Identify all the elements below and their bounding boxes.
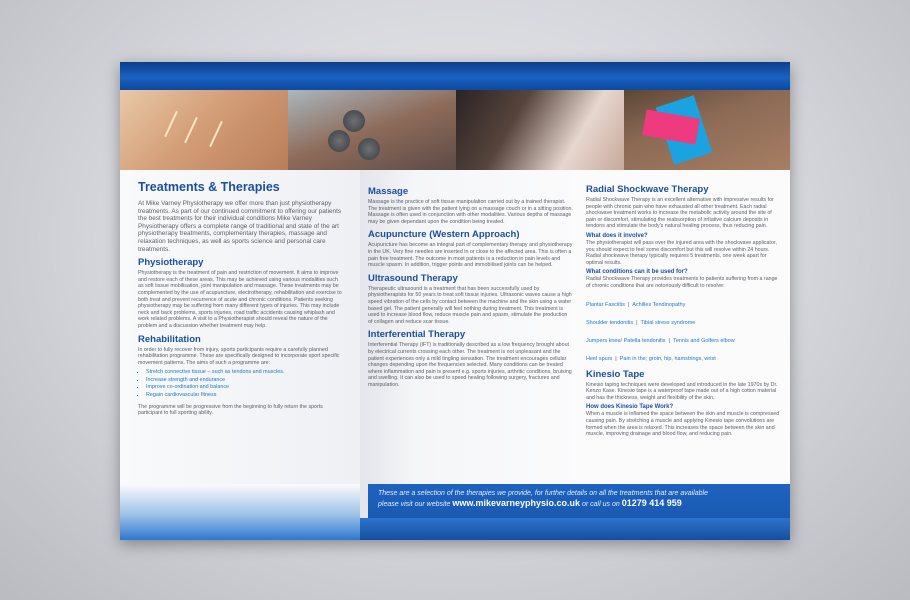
physiotherapy-heading: Physiotherapy xyxy=(138,257,204,269)
rehabilitation-heading: Rehabilitation xyxy=(138,333,201,345)
condition-item: Shoulder tendonitis xyxy=(586,319,634,326)
list-item: ▪ Regain cardiovascular fitness xyxy=(146,392,343,400)
physiotherapy-text: Physiotherapy is the treatment of pain and restriction of movement. It aims to improve and restore each of these areas. This may be achieved using various modalities such as soft tissue mobilisation, joint manipulation and massage. These treatments may be complemented by the use of acupuncture, electrotherapy, rehabilitation and exercise to both treat and prevent recurrence of acute and chronic conditions. Patients seeking physiotherapy may be suffering from many different types of injuries. This may include neck and back problems, sports injuries, road traffic accidents causing whiplash and work related problems. A visit to a Physiotherapist should reveal the nature of the problem and a discussion whether treatment may help. xyxy=(138,270,342,329)
condition-item: Jumpers knee/ Patella tendonitis xyxy=(586,337,666,344)
photo-acupuncture xyxy=(120,90,288,170)
interferential-heading: Interferential Therapy xyxy=(368,329,466,341)
interferential-text: Interferential Therapy (IFT) is traditionally described as a low frequency brought about by electrical currents crossing each other. The treatment is not unpleasant and the patient experiences only a mild tingling sensation. The treatment encourages cellular changes depending upon the frequencies selected. Many conditions can be treated where inflammation and pain is present e.g. sports injuries, arthritic conditions, bruising and swelling. It can also be used to speed healing following surgery, fractures and manipulation. xyxy=(368,342,572,388)
ultrasound-text: Therapeutic ultrasound is a treatment that has been successfully used by physiotherapists for 50 years to treat soft tissue injuries. Ultrasonic waves cause a high speed vibration of the cells by contact between the machine and the skin using a water based gel. The patient generally will feel nothing during treatment. This treatment is used to increase blood flow, reduce muscle pain and spasm, stimulate the production of collagen and reduce scar tissue. xyxy=(368,285,572,325)
page-title: Treatments & Therapies xyxy=(138,180,280,194)
website-link[interactable]: www.mikevarneyphysio.co.uk xyxy=(452,498,581,508)
kinesio-heading: Kinesio Tape xyxy=(586,368,645,380)
footer-mid: or call us on xyxy=(582,501,620,508)
condition-item: Tennis and Golfers elbow xyxy=(672,337,735,344)
footer-prefix: please visit our website xyxy=(378,501,451,508)
conditions-list: Plantar Fasciitis | Achilles Tendinopathy Shoulder tendonitis | Tibial stress syndrome Jumpers knee/ Patella tendonitis | Tennis and Golfers elbow Heel spurs | Pain in the; groin, hip, hamstrings, wrist xyxy=(586,301,735,362)
bottom-left-band xyxy=(120,484,360,540)
condition-item: Pain in the; groin, hip, hamstrings, wrist xyxy=(619,355,716,362)
brochure xyxy=(120,62,790,540)
kinesio-text: Kinesio taping techniques were developed and introduced in the late 1970s by Dr. Kenzo Kase. Kinesio tape is a waterproof tape made out of a high cotton material and has the thickness, weight and flexibility of the skin. xyxy=(586,381,778,401)
rehabilitation-text: In order to fully recover from injury, sports participants require a carefully planned rehabilitation programme. These are specifically designed to incorporate sport specific movement patterns. The aims of such a programme are: xyxy=(138,346,340,366)
photo-cupping xyxy=(288,90,456,170)
footer-bottom-bar xyxy=(360,518,790,540)
acupuncture-heading: Acupuncture (Western Approach) xyxy=(368,229,520,241)
shockwave-heading: Radial Shockwave Therapy xyxy=(586,184,709,195)
intro-text: At Mike Varney Physiotherapy we offer more than just physiotherapy treatments. As part of our continued commitment to offering our patients the best treatments for their individual conditions Mike Varney Physiotherapy offers a complete range of traditional and state of the art physiotherapy treatments, complementary therapies, massage and relaxation techniques, as well as sports science and personal care treatments. xyxy=(138,200,342,253)
rehabilitation-closing: The programme will be progressive from the beginning to fully return the sports participant to full sporting ability. xyxy=(138,403,323,417)
top-blue-bar xyxy=(120,62,790,90)
rehab-aims-list xyxy=(138,369,343,399)
photo-kinesio-tape xyxy=(624,90,790,170)
footer-line1: These are a selection of the therapies we provide, for further details on all the treatments that are available xyxy=(378,490,708,497)
list-item: ▪ Improve co-ordination and balance xyxy=(146,384,343,392)
ultrasound-heading: Ultrasound Therapy xyxy=(368,272,458,284)
footer-line2 xyxy=(378,498,780,510)
conditions-text: Radial Shockwave Therapy provides treatments to patients suffering from a range of chronic conditions that are notoriously difficult to resolve: xyxy=(586,276,778,289)
involve-subheading: What does it involve? xyxy=(586,232,648,239)
list-item: ▪ Increase strength and endurance xyxy=(146,377,343,385)
list-item: ▪ Stretch connective tissue – such as tendons and muscles. xyxy=(146,369,343,377)
condition-item: Plantar Fasciitis xyxy=(586,301,625,308)
involve-text: The physiotherapist will pass over the injured area with the shockwave applicator, you should expect to feel some discomfort but this will resolve within 24 hours. Radial shockwave therapy typically requires 5 treatments, one week apart for optimal results. xyxy=(586,239,777,266)
condition-item: Heel spurs xyxy=(586,355,613,362)
phone-number: 01279 414 959 xyxy=(621,498,682,508)
kinesio-work-text: When a muscle is inflamed the space between the skin and muscle is compressed causing pain. By stretching a muscle and applying Kinesio tape convolutions are formed when the area is relaxed. This increases the space between the skin and muscle, improving drainage and blood flow, and reducing pain. xyxy=(586,411,780,438)
condition-item: Tibial stress syndrome xyxy=(640,319,696,326)
photo-ultrasound xyxy=(456,90,624,170)
acupuncture-text: Acupuncture has become an integral part of complementary therapy and physiotherapy in the UK. Very fine needles are inserted in or close to the affected area. This is often a pain free treatment. The outcome in most patients is a reduction in pain levels and muscle spasm. In addition, trigger points and immobilised joints can be helped. xyxy=(368,242,573,269)
shockwave-text: Radial Shockwave Therapy is an excellent alternative with impressive results for people with chronic pain who have exhausted all other treatment. Each radial shockwave treatment works to increase the metabolic activity around the site of pain or discomfort, stimulating the reabsorption of irritative calcium deposits in tendons and stimulate the body's natural healing process, thus reducing pain. xyxy=(586,197,774,230)
conditions-subheading: What conditions can it be used for? xyxy=(586,269,688,276)
condition-item: Achilles Tendinopathy xyxy=(632,301,686,308)
footer-banner xyxy=(368,484,790,518)
massage-heading: Massage xyxy=(368,186,409,197)
kinesio-work-subheading: How does Kinesio Tape Work? xyxy=(586,404,674,411)
massage-text: Massage is the practice of soft tissue manipulation carried out by a trained therapist. The treatment is given with the patient lying on a massage couch or in a sitting position. Massage is often used in conjunction with other modalities. Various depths of massage may be given dependant upon the condition being treated. xyxy=(368,199,573,225)
